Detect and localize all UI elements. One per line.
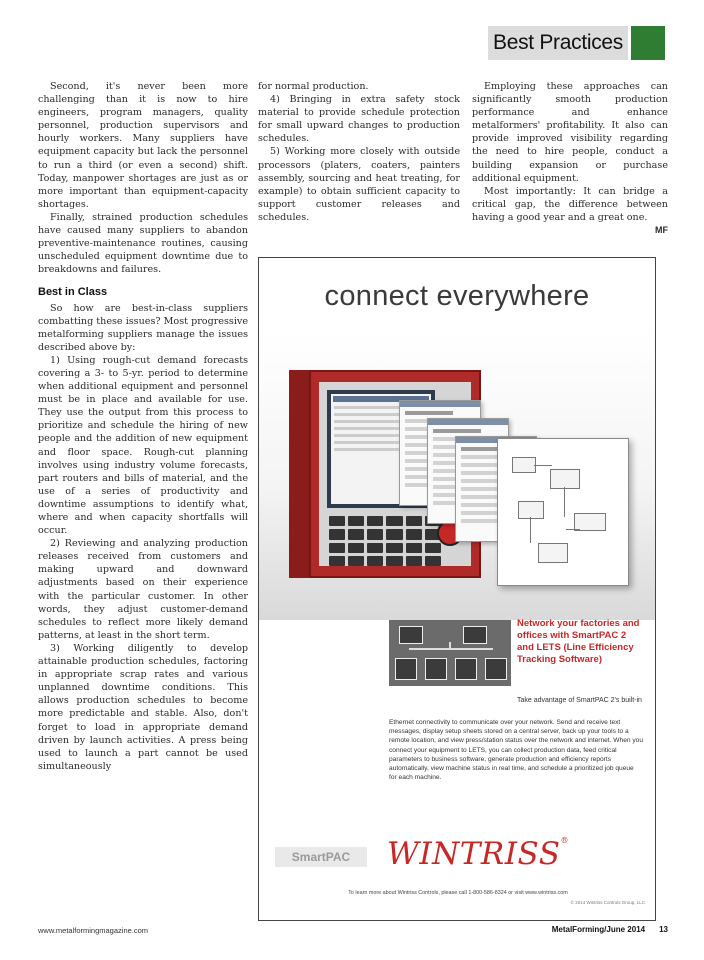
computer-icon <box>463 626 487 644</box>
computer-icon <box>399 626 423 644</box>
paragraph: for normal production. <box>258 81 369 92</box>
ad-intro-text: Take advantage of SmartPAC 2's built-in <box>517 697 642 704</box>
paragraph: 3) Working diligently to develop attainable production schedules, factoring in appropriate scrap rates and various unplanned downtime conditions. This allows production schedules to become more predictable and stable. Also, don't forget to load in appropriate demand driven by launch activities. A press being used to launch a part cannot be used simultaneously <box>38 642 248 772</box>
paragraph: Finally, strained production schedules have caused many suppliers to abandon preventive-maintenance routines, causing unscheduled equipment downtime due to breakdowns and failures. <box>38 211 248 276</box>
smartpac-logo-text: SmartPAC <box>291 850 351 864</box>
subheading: Best in Class <box>38 286 108 299</box>
advertisement[interactable] <box>258 257 656 921</box>
article-column-2 <box>258 80 460 224</box>
keypad <box>329 516 441 566</box>
product-photo <box>259 328 655 620</box>
paragraph: 4) Bringing in extra safety stock material to provide schedule protection for small upward changes to production schedules. <box>258 94 460 145</box>
article-column-1 <box>38 80 248 773</box>
machine-icon <box>485 658 507 680</box>
paragraph <box>472 185 668 236</box>
wintriss-logo: WINTRISS® <box>387 836 569 872</box>
ad-headline: connect everywhere <box>324 280 590 312</box>
paragraph: 5) Working more closely with outside processors (platers, coaters, painters assembly, sourcing and heat treating, for example) to obtain sufficient capacity to support customer releases and schedules. <box>258 146 460 223</box>
machine-icon <box>425 658 447 680</box>
machine-icon <box>395 658 417 680</box>
paragraph: 1) Using rough-cut demand forecasts covering a 3- to 5-yr. period to determine when additional equipment and personnel must be in place and available for use. They use the output from this process to prioritize and schedule the hiring of new people and the addition of new equipment and floor space. Rough-cut planning involves using industry volume forecasts, part routers and bills of material, and the use of a series of productivity and downtime assumptions to identify what, where and when capacity shortfalls will occur. <box>38 354 248 537</box>
ad-red-heading: Network your factories and offices with SmartPAC 2 and LETS (Line Efficiency Tracking Software) <box>517 618 640 665</box>
paragraph: Second, it's never been more challenging than it is now to hire engineers, program managers, quality personnel, production supervisors and hourly workers. Many suppliers have equipment capacity but lack the personnel to run a third (or even a second) shift. Today, manpower shortages are just as or more important than equipment-capacity shortages. <box>38 81 248 210</box>
paragraph: Employing these approaches can significantly smooth production performance and enhance metalformers' profitability. It also can provide improved visibility regarding the need to hire people, conduct a building expansion or purchase additional equipment. <box>472 81 668 184</box>
end-mark: MF <box>655 225 668 236</box>
network-illustration <box>389 620 511 686</box>
ad-body-text: Ethernet connectivity to communicate over your network. Send and receive text messages, display setup sheets stored on a central server, back up your tools to a remote location, and view press/station status over the network and internet. When you connect your equipment to LETS, you can collect production data, feed critical parameters to business software, generate production and efficiency reports automatically, view machine status in real time, and schedule a prioritized job queue for each machine. <box>389 719 643 782</box>
section-color-block <box>631 26 665 60</box>
paragraph-text: Most importantly: It can bridge a critical gap, the difference between having a good year and a great one. <box>472 185 668 223</box>
footer-url[interactable]: www.metalformingmagazine.com <box>38 926 149 935</box>
issue-label: MetalForming/June 2014 <box>551 925 646 934</box>
ad-copyright: © 2014 Wintriss Controls Group, LLC <box>570 900 645 905</box>
wintriss-logo-text: WINTRISS <box>387 836 561 872</box>
paragraph: So how are best-in-class suppliers combatting these issues? Most progressive metalforming suppliers manage the issues described above by: <box>38 302 248 353</box>
page-number: 13 <box>659 925 668 934</box>
network-diagram-card <box>497 438 629 586</box>
machine-icon <box>455 658 477 680</box>
section-tab <box>488 26 628 60</box>
paragraph: 2) Reviewing and analyzing production releases received from customers and making upward and downward adjustments based on their experience with the particular customer. In other words, they adjust customer-demand schedules to reflect more likely demand patterns, at least in the short term. <box>38 538 248 641</box>
ad-contact-line[interactable]: To learn more about Wintriss Controls, please call 1-800-586-8324 or visit www.wintriss.com <box>348 890 568 896</box>
footer-issue <box>552 925 668 934</box>
section-title: Best Practices <box>492 31 623 54</box>
article-column-3 <box>472 80 668 237</box>
smartpac-logo <box>275 843 367 869</box>
